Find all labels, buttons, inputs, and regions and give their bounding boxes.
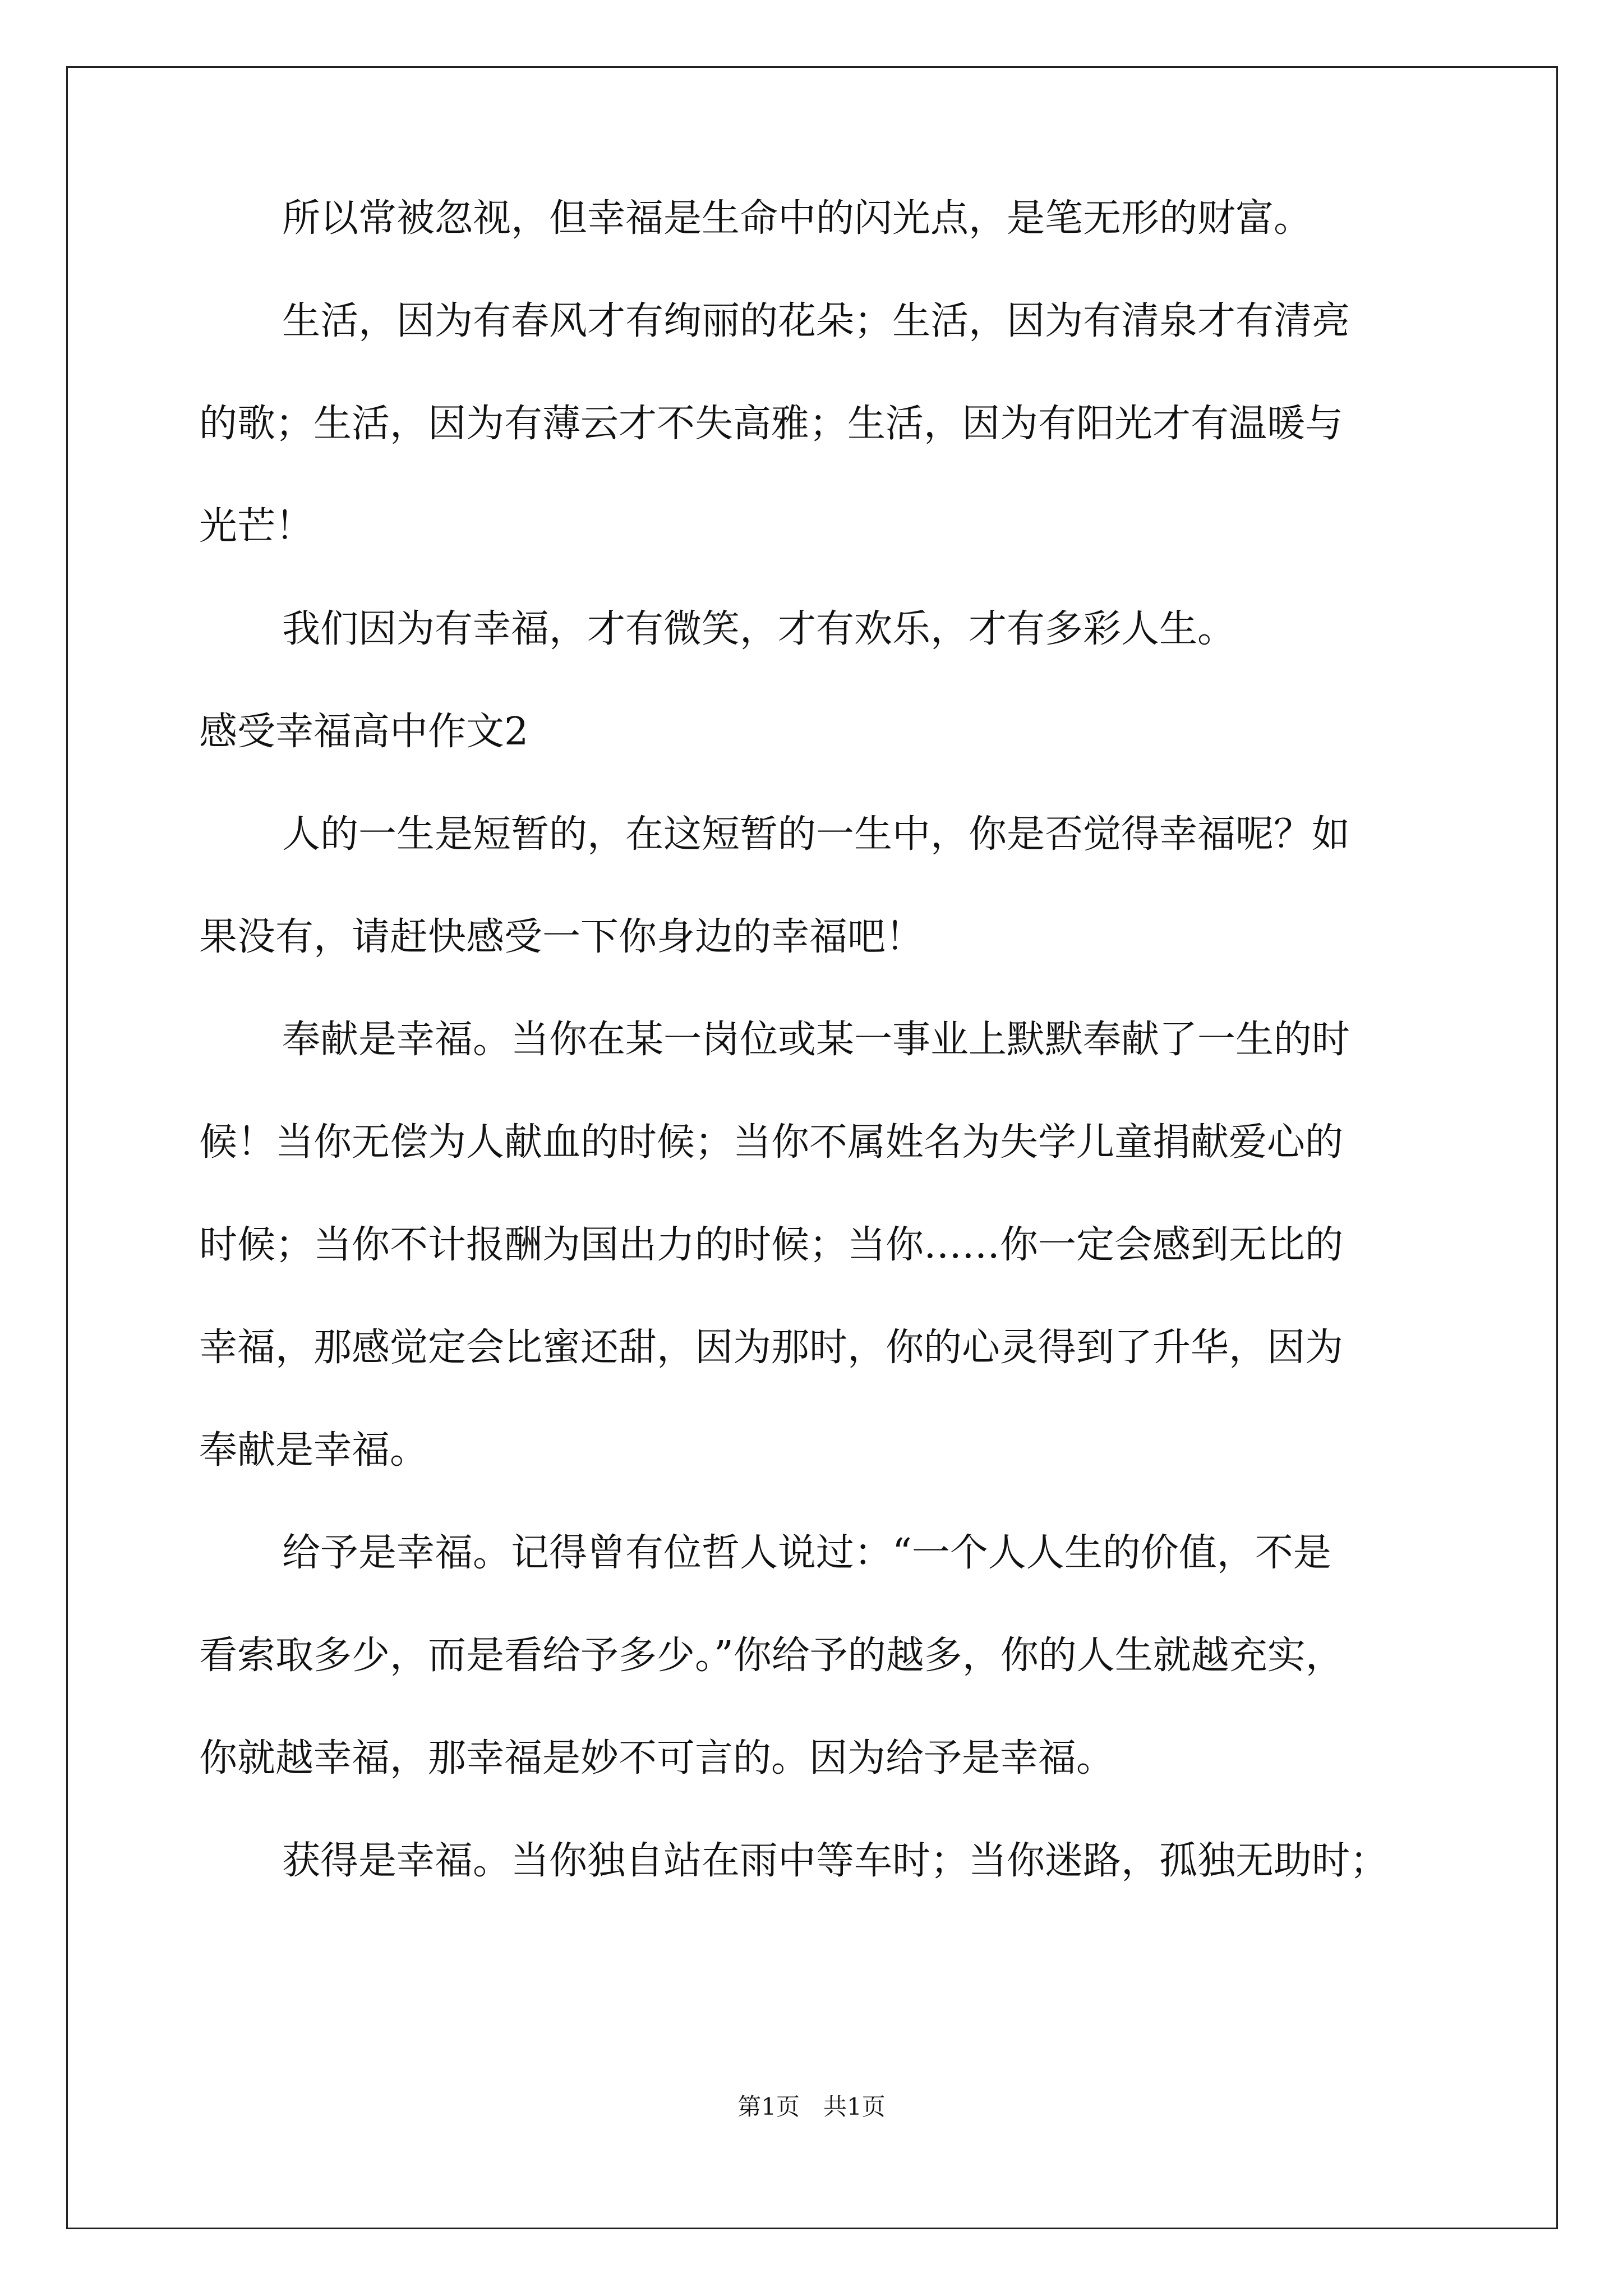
paragraph-line: 给予是幸福。记得曾有位哲人说过：“一个人人生的价值，不是 xyxy=(282,1531,1331,1575)
paragraph-line: 幸福，那感觉定会比蜜还甜，因为那时，你的心灵得到了升华，因为 xyxy=(199,1326,1344,1370)
page-number: 第1页 xyxy=(737,2093,800,2120)
paragraph-line: 我们因为有幸福，才有微笑，才有欢乐，才有多彩人生。 xyxy=(282,607,1236,651)
page-total: 共1页 xyxy=(823,2093,886,2120)
paragraph-line: 所以常被忽视，但幸福是生命中的闪光点，是笔无形的财富。 xyxy=(282,196,1312,241)
paragraph-line: 人的一生是短暂的，在这短暂的一生中，你是否觉得幸福呢？如 xyxy=(282,812,1350,857)
paragraph-line: 看索取多少，而是看给予多少。”你给予的越多，你的人生就越充实， xyxy=(199,1634,1344,1678)
paragraph-line: 奉献是幸福。 xyxy=(199,1428,428,1473)
page-footer xyxy=(0,2090,1623,2124)
paragraph-line: 果没有，请赶快感受一下你身边的幸福吧！ xyxy=(199,915,924,959)
paragraph-line: 时候；当你不计报酬为国出力的时候；当你……你一定会感到无比的 xyxy=(199,1223,1344,1267)
paragraph-line: 候！当你无偿为人献血的时候；当你不属姓名为失学儿童捐献爱心的 xyxy=(199,1120,1344,1165)
paragraph-line: 获得是幸福。当你独自站在雨中等车时；当你迷路，孤独无助时； xyxy=(282,1839,1389,1883)
paragraph-line: 生活，因为有春风才有绚丽的花朵；生活，因为有清泉才有清亮 xyxy=(282,299,1350,343)
paragraph-line: 光芒！ xyxy=(199,504,314,549)
paragraph-line: 你就越幸福，那幸福是妙不可言的。因为给予是幸福。 xyxy=(199,1736,1115,1780)
section-heading: 感受幸福高中作文2 xyxy=(199,710,529,754)
paragraph-line: 奉献是幸福。当你在某一岗位或某一事业上默默奉献了一生的时 xyxy=(282,1018,1350,1062)
paragraph-line: 的歌；生活，因为有薄云才不失高雅；生活，因为有阳光才有温暖与 xyxy=(199,402,1344,446)
